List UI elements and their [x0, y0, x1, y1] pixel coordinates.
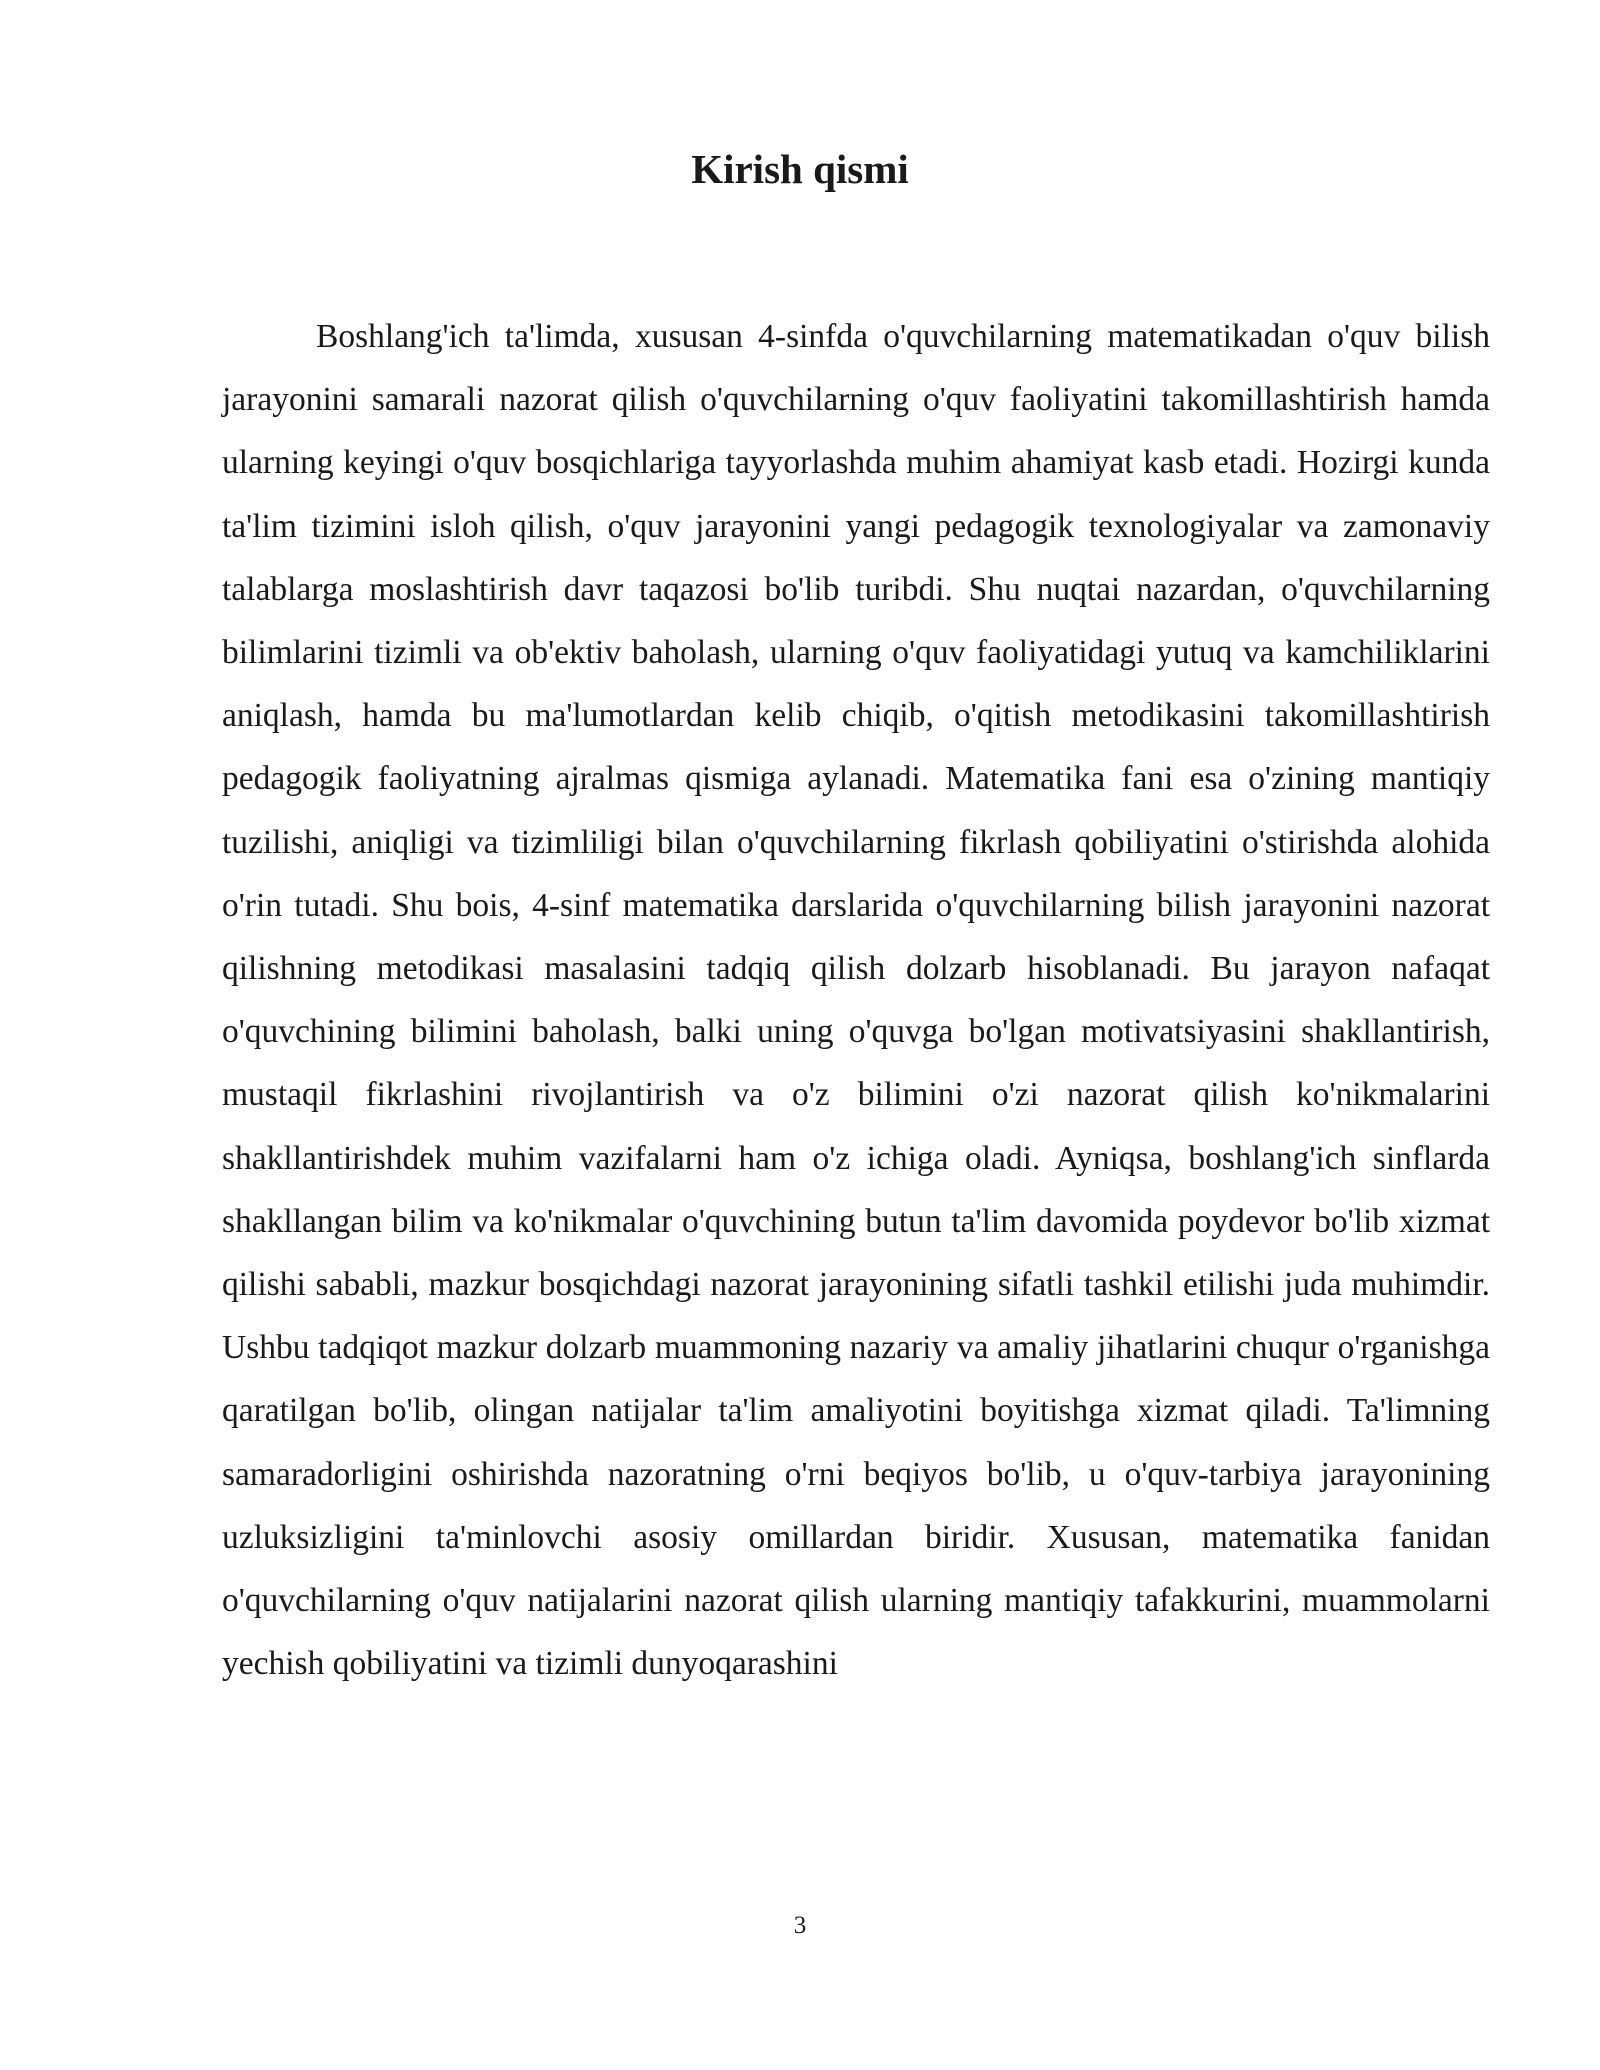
section-title: Kirish qismi	[691, 146, 909, 192]
page-number: 3	[793, 1912, 807, 1939]
body-paragraph: Boshlang'ich ta'limda, xususan 4-sinfda o'quvchilarning matematikadan o'quv bilish jarayonini samarali nazorat qilish o'quvchilarning o'quv faoliyatini takomillashtirish hamda ularning keyingi o'quv bosqichlariga tayyorlashda muhim ahamiyat kasb etadi. Hozirgi kunda ta'lim tizimini isloh qilish, o'quv jarayonini yangi pedagogik texnologiyalar va zamonaviy talablarga moslashtirish davr taqazosi bo'lib turibdi. Shu nuqtai nazardan, o'quvchilarning bilimlarini tizimli va ob'ektiv baholash, ularning o'quv faoliyatidagi yutuq va kamchiliklarini aniqlash, hamda bu ma'lumotlardan kelib chiqib, o'qitish metodikasini takomillashtirish pedagogik faoliyatning ajralmas qismiga aylanadi. Matematika fani esa o'zining mantiqiy tuzilishi, aniqligi va tizimliligi bilan o'quvchilarning fikrlash qobiliyatini o'stirishda alohida o'rin tutadi. Shu bois, 4-sinf matematika darslarida o'quvchilarning bilish jarayonini nazorat qilishning metodikasi masalasini tadqiq qilish dolzarb hisoblanadi. Bu jarayon nafaqat o'quvchining bilimini baholash, balki uning o'quvga bo'lgan motivatsiyasini shakllantirish, mustaqil fikrlashini rivojlantirish va o'z bilimini o'zi nazorat qilish ko'nikmalarini shakllantirishdek muhim vazifalarni ham o'z ichiga oladi. Ayniqsa, boshlang'ich sinflarda shakllangan bilim va ko'nikmalar o'quvchining butun ta'lim davomida poydevor bo'lib xizmat qilishi sababli, mazkur bosqichdagi nazorat jarayonining sifatli tashkil etilishi juda muhimdir. Ushbu tadqiqot mazkur dolzarb muammoning nazariy va amaliy jihatlarini chuqur o'rganishga qaratilgan bo'lib, olingan natijalar ta'lim amaliyotini boyitishga xizmat qiladi. Ta'limning samaradorligini oshirishda nazoratning o'rni beqiyos bo'lib, u o'quv-tarbiya jarayonining uzluksizligini ta'minlovchi asosiy omillardan biridir. Xususan, matematika fanidan o'quvchilarning o'quv natijalarini nazorat qilish ularning mantiqiy tafakkurini, muammolarni yechish qobiliyatini va tizimli dunyoqarashini	[222, 318, 1490, 1683]
